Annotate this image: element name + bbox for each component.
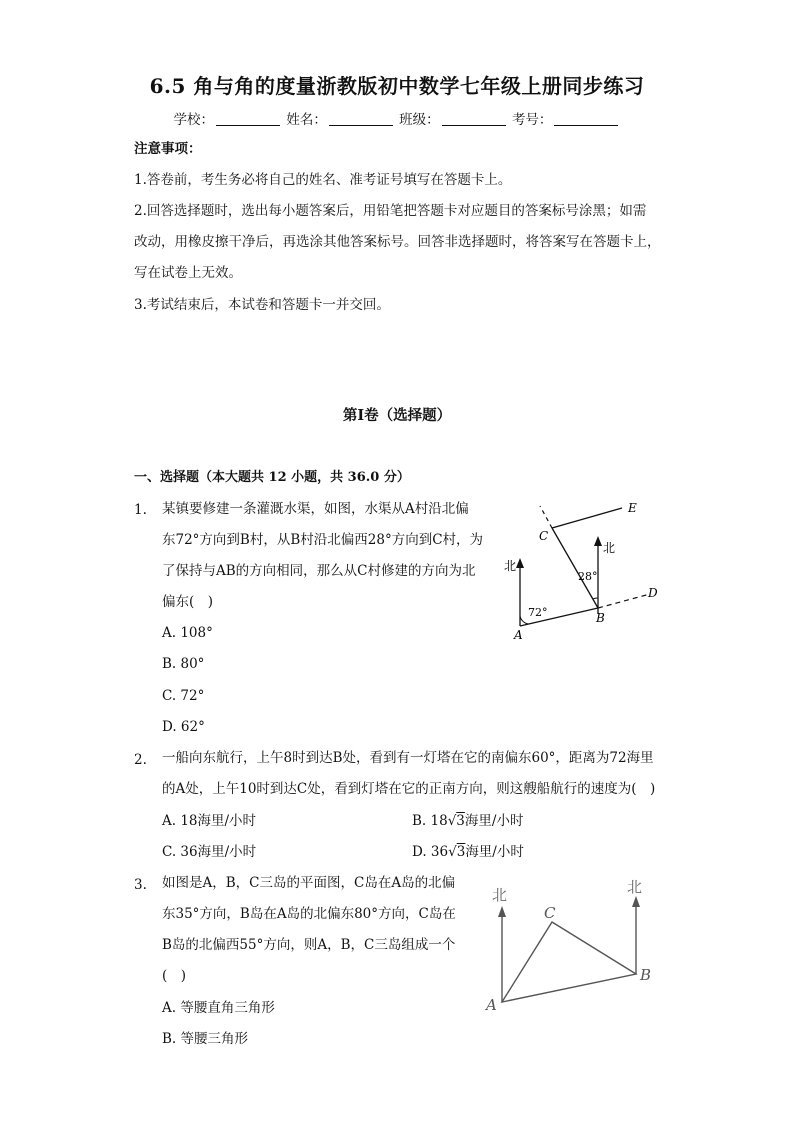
question-3-line: 东35°方向，B岛在A岛的北偏东80°方向，C岛在: [162, 906, 456, 922]
question-2-line: 的A处，上午10时到达C处，看到灯塔在它的正南方向，则这艘船航行的速度为( ): [162, 781, 656, 797]
point-label-c: C: [539, 529, 549, 543]
class-label: 班级：: [399, 112, 440, 128]
ray-c-extension: [540, 506, 552, 528]
question-1-line: 东72°方向到B村，从B村沿北偏西28°方向到C村，为: [162, 532, 484, 548]
point-label-a: A: [514, 628, 523, 642]
note-item: 3.考试结束后，本试卷和答题卡一并交回。: [134, 297, 390, 313]
school-label: 学校：: [173, 112, 215, 128]
class-blank[interactable]: [442, 113, 506, 126]
north-arrowhead-a: [516, 558, 524, 568]
option-b-text: B. 18: [412, 813, 448, 829]
volume-heading: 第Ⅰ卷（选择题）: [342, 407, 452, 424]
question-3-figure: [478, 872, 668, 1020]
section-heading: 一、选择题（本大题共 12 小题，共 36.0 分）: [134, 470, 410, 485]
sqrt-symbol: √: [448, 844, 457, 860]
note-item: 2.回答选择题时，选出每小题答案后，用铅笔把答题卡对应题目的答案标号涂黑；如需: [134, 203, 647, 219]
option-c[interactable]: C. 72°: [162, 688, 205, 704]
north-label-b: 北: [627, 878, 643, 896]
question-1-line: 了保持与AB的方向相同，那么从C村修建的方向为北: [162, 563, 476, 579]
north-label-a: 北: [492, 886, 508, 904]
name-label: 姓名：: [286, 112, 327, 128]
option-d-text: D. 36: [412, 844, 449, 860]
point-label-a: A: [486, 996, 497, 1014]
option-b[interactable]: B. 80°: [162, 656, 205, 672]
ray-ce: [552, 508, 622, 528]
question-number: 3.: [134, 877, 147, 893]
number-label: 考号：: [511, 112, 553, 128]
question-number: 1.: [134, 502, 147, 518]
note-item: 写在试卷上无效。: [134, 265, 242, 281]
question-2-line: 一船向东航行，上午8时到达B处，看到有一灯塔在它的南偏东60°，距离为72海里: [162, 750, 654, 766]
sqrt-symbol: √: [447, 813, 457, 829]
student-info-line: [0, 108, 794, 128]
sqrt-radicand: 3: [456, 844, 466, 860]
question-3-line: 如图是A，B，C三岛的平面图，C岛在A岛的北偏: [162, 875, 456, 891]
north-arrowhead-b: [632, 896, 640, 907]
name-blank[interactable]: [329, 113, 393, 126]
question-1-line: 某镇要修建一条灌溉水渠，如图，水渠从A村沿北偏: [162, 501, 469, 517]
ray-bd: [598, 594, 650, 608]
north-arrowhead-b: [594, 536, 602, 546]
page-title: 6.5 角与角的度量浙教版初中数学七年级上册同步练习: [149, 74, 645, 98]
option-a[interactable]: A. 108°: [162, 625, 213, 641]
option-d-unit: 海里/小时: [465, 844, 524, 860]
option-c[interactable]: C. 36海里/小时: [162, 844, 257, 860]
notes-heading: 注意事项：: [134, 141, 202, 157]
option-a[interactable]: A. 18海里/小时: [162, 813, 257, 829]
option-b[interactable]: [412, 806, 523, 837]
angle-label-28: 28°: [578, 570, 598, 583]
north-label-a: 北: [504, 559, 517, 573]
angle-label-72: 72°: [528, 606, 548, 619]
question-number: 2.: [134, 752, 147, 768]
school-blank[interactable]: [216, 113, 280, 126]
point-label-e: E: [628, 501, 637, 515]
question-1-line: 偏东( ): [162, 594, 214, 610]
option-d[interactable]: [412, 837, 524, 868]
question-1-figure: [490, 494, 680, 644]
option-d[interactable]: D. 62°: [162, 719, 205, 735]
point-label-c: C: [544, 904, 556, 922]
option-a[interactable]: A. 等腰直角三角形: [162, 1000, 275, 1016]
note-item: 1.答卷前，考生务必将自己的姓名、准考证号填写在答题卡上。: [134, 172, 512, 188]
number-blank[interactable]: [554, 113, 618, 126]
north-arrowhead-a: [498, 906, 506, 917]
option-b[interactable]: B. 等腰三角形: [162, 1031, 249, 1047]
question-3-line: B岛的北偏西55°方向，则A，B，C三岛组成一个: [162, 937, 456, 953]
question-3-line: ( ): [162, 968, 187, 984]
triangle-abc: [502, 922, 636, 1002]
note-item: 改动，用橡皮擦干净后，再选涂其他答案标号。回答非选择题时，将答案写在答题卡上，: [134, 234, 661, 250]
option-b-unit: 海里/小时: [464, 813, 524, 829]
point-label-b: B: [640, 966, 652, 984]
segment-bc: [552, 528, 598, 608]
north-label-b: 北: [603, 541, 616, 555]
point-label-b: B: [596, 611, 605, 625]
sqrt-radicand: 3: [456, 813, 465, 829]
angle-arc-b: [593, 598, 598, 599]
point-label-d: D: [648, 586, 658, 600]
